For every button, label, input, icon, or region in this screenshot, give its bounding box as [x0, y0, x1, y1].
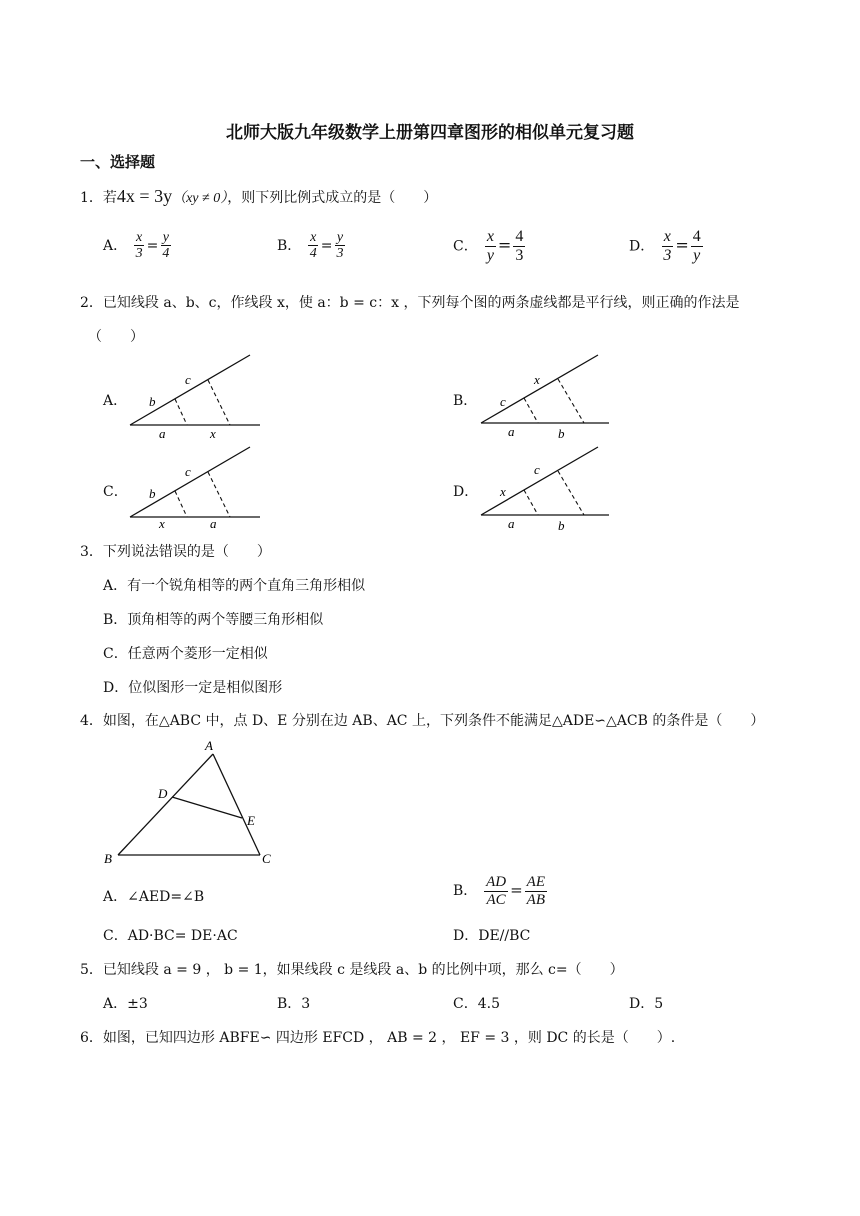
q4-option-b[interactable]: B． $\frac{AD}{AC}$ = $\frac{AE}{AB}$: [453, 874, 545, 908]
q1-condition: （xy ≠ 0）: [172, 191, 228, 206]
page-title: 北师大版九年级数学上册第四章图形的相似单元复习题: [226, 123, 634, 143]
frac-den: 3: [135, 246, 143, 262]
frac-den: y: [486, 246, 494, 264]
q4-option-c[interactable]: C．AD·BC= DE·AC: [103, 928, 238, 944]
q1-post: ，则下列比例式成立的是（ ）: [227, 190, 438, 206]
frac-num: y: [162, 230, 169, 245]
q2-option-d-label[interactable]: D．: [453, 484, 479, 500]
option-label: A．: [103, 237, 128, 254]
point-label-b: B: [104, 851, 112, 866]
section-heading: 一、选择题: [80, 153, 156, 171]
q1-number: 1．: [80, 190, 103, 206]
upper-label-1: c: [500, 394, 506, 409]
q5-text: 已知线段 a = 9 ， b = 1，如果线段 c 是线段 a、b 的比例中项，那么 c=（ ）: [102, 962, 624, 978]
lower-label-2: x: [210, 426, 216, 441]
point-label-d: D: [158, 786, 168, 801]
q1-pre: 若: [102, 190, 117, 206]
q1-option-c[interactable]: C． $\frac{x}{y}$ = $\frac{4}{3}$: [453, 228, 524, 264]
q3-text: 下列说法错误的是（ ）: [102, 544, 271, 560]
q3-option-b[interactable]: B．顶角相等的两个等腰三角形相似: [103, 612, 324, 628]
point-label-e: E: [247, 813, 255, 828]
q4-triangle-figure: [100, 736, 290, 868]
frac-den: y: [693, 246, 701, 264]
q5-option-b[interactable]: B．3: [277, 996, 311, 1012]
point-label-a: A: [205, 738, 213, 753]
q1-option-b[interactable]: B． $\frac{x}{4}$ = $\frac{y}{3}$: [277, 230, 344, 262]
q2-option-b-label[interactable]: B．: [453, 393, 478, 409]
frac-num: y: [336, 230, 344, 245]
q5-option-d[interactable]: D．5: [629, 996, 664, 1012]
frac-num: 4: [515, 228, 524, 245]
q5-option-a[interactable]: A．±3: [103, 996, 148, 1012]
upper-label-2: x: [534, 372, 540, 387]
frac-num: x: [135, 230, 143, 245]
q4-number: 4．: [80, 713, 103, 729]
q1-expression: 4x = 3y: [116, 186, 173, 206]
frac-den: 3: [515, 246, 524, 264]
upper-label-2: c: [185, 372, 191, 387]
frac-num: AE: [526, 874, 545, 890]
upper-label-2: c: [185, 464, 191, 479]
question-2: [80, 292, 739, 312]
question-5: [80, 959, 624, 979]
q2-number: 2．: [80, 295, 103, 311]
q2-figure-d: [476, 442, 616, 537]
lower-label-2: b: [558, 518, 565, 533]
q2-option-c-label[interactable]: C．: [103, 484, 128, 500]
q5-number: 5．: [80, 962, 103, 978]
lower-label-1: x: [159, 516, 165, 531]
frac-den: 4: [162, 246, 170, 262]
q6-text: 如图，已知四边形 ABFE∽ 四边形 EFCD ， AB = 2 ， EF = 3 ，则 DC 的长是（ ）.: [102, 1030, 676, 1046]
frac-num: x: [310, 230, 317, 245]
frac-num: x: [663, 228, 671, 245]
question-1: [80, 186, 437, 207]
option-label: B．: [453, 883, 478, 899]
frac-den: 4: [309, 246, 317, 262]
q4-option-d[interactable]: D．DE//BC: [453, 928, 531, 944]
q3-number: 3．: [80, 544, 103, 560]
frac-num: AD: [486, 874, 507, 890]
q3-option-a[interactable]: A．有一个锐角相等的两个直角三角形相似: [103, 578, 366, 594]
option-label: D．: [629, 238, 655, 255]
lower-label-1: a: [159, 426, 166, 441]
frac-den: AB: [526, 891, 545, 908]
upper-label-1: b: [149, 486, 156, 501]
q2-figure-b: [476, 350, 616, 445]
q3-option-c[interactable]: C．任意两个菱形一定相似: [103, 646, 268, 662]
lower-label-2: a: [210, 516, 217, 531]
lower-label-2: b: [558, 426, 565, 441]
lower-label-1: a: [508, 516, 515, 531]
frac-den: 3: [663, 246, 672, 264]
option-label: C．: [453, 238, 478, 255]
question-3: [80, 541, 271, 561]
frac-den: AC: [486, 891, 506, 908]
q1-option-a[interactable]: A． $\frac{x}{3}$ = $\frac{y}{4}$: [103, 230, 170, 262]
q2-figure-a: [125, 350, 265, 445]
q2-brackets: （ ）: [88, 329, 144, 345]
q3-option-d[interactable]: D．位似图形一定是相似图形: [103, 680, 283, 696]
q2-figure-c: [125, 442, 265, 537]
point-label-c: C: [262, 851, 271, 866]
option-label: B．: [277, 237, 302, 254]
frac-num: x: [486, 228, 494, 245]
upper-label-1: b: [149, 394, 156, 409]
q4-text: 如图，在△ABC 中，点 D、E 分别在边 AB、AC 上，下列条件不能满足△ADE∽△ACB 的条件是（ ）: [102, 713, 765, 729]
q6-number: 6．: [80, 1030, 103, 1046]
q4-option-a[interactable]: A．∠AED=∠B: [103, 889, 205, 905]
upper-label-2: c: [534, 462, 540, 477]
frac-num: 4: [692, 228, 701, 245]
question-6: [80, 1027, 675, 1047]
frac-den: 3: [336, 246, 344, 262]
q2-text: 已知线段 a、b、c，作线段 x，使 a：b = c：x ，下列每个图的两条虚线都是平行线，则正确的作法是: [102, 295, 740, 311]
q2-option-a-label[interactable]: A．: [103, 393, 128, 409]
lower-label-1: a: [508, 424, 515, 439]
upper-label-1: x: [500, 484, 506, 499]
q1-option-d[interactable]: D． $\frac{x}{3}$ = $\frac{4}{y}$: [629, 228, 701, 264]
q5-option-c[interactable]: C．4.5: [453, 996, 500, 1012]
question-4: [80, 710, 764, 730]
